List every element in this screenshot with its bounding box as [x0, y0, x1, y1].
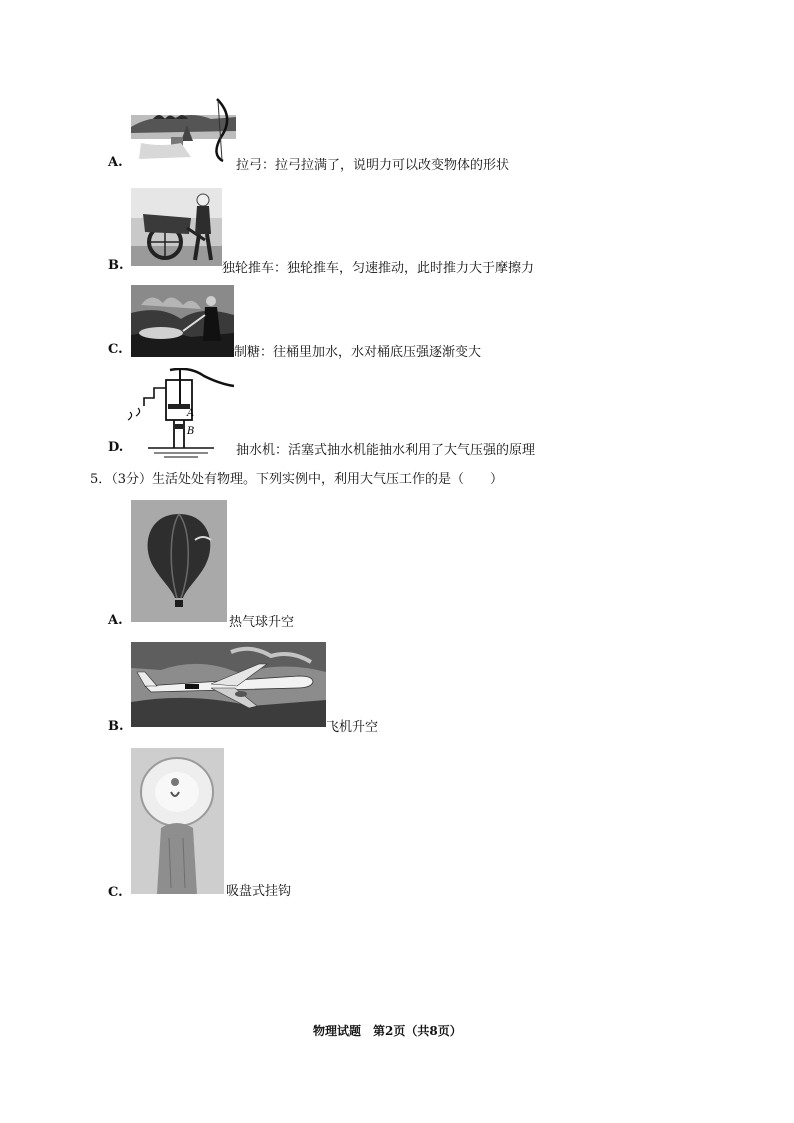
sugar-making-photo — [131, 285, 234, 357]
hot-air-balloon-photo — [131, 500, 227, 622]
suction-hook-photo — [131, 748, 224, 894]
option-c-caption: 制糖：往桶里加水，水对桶底压强逐渐变大 — [234, 345, 482, 360]
option-label-c: C. — [108, 342, 123, 357]
piston-pump-diagram — [124, 368, 236, 458]
option-label-d: D. — [108, 440, 124, 455]
option-label-a: A. — [108, 155, 123, 170]
option-label-b: B. — [108, 719, 124, 734]
option-c-caption: 吸盘式挂钩 — [226, 884, 292, 899]
option-a-caption: 热气球升空 — [229, 615, 295, 630]
wheelbarrow-photo — [131, 188, 222, 266]
option-label-b: B. — [108, 258, 124, 273]
option-d-caption: 抽水机：活塞式抽水机能抽水利用了大气压强的原理 — [236, 443, 536, 458]
diagram-label-b: B — [187, 426, 195, 437]
question-5-stem: 5．（3分）生活处处有物理。下列实例中，利用大气压工作的是（ ） — [90, 472, 504, 487]
option-label-c: C. — [108, 885, 123, 900]
page-footer: 物理试题 第2页（共8页） — [313, 1024, 462, 1038]
option-label-a: A. — [108, 613, 123, 628]
option-b-caption: 独轮推车：独轮推车，匀速推动，此时推力大于摩擦力 — [222, 261, 535, 276]
archery-photo — [131, 97, 236, 163]
option-b-caption: 飞机升空 — [326, 720, 379, 735]
airplane-photo — [131, 642, 326, 727]
option-a-caption: 拉弓：拉弓拉满了，说明力可以改变物体的形状 — [236, 158, 510, 173]
diagram-label-a: A — [187, 408, 195, 419]
